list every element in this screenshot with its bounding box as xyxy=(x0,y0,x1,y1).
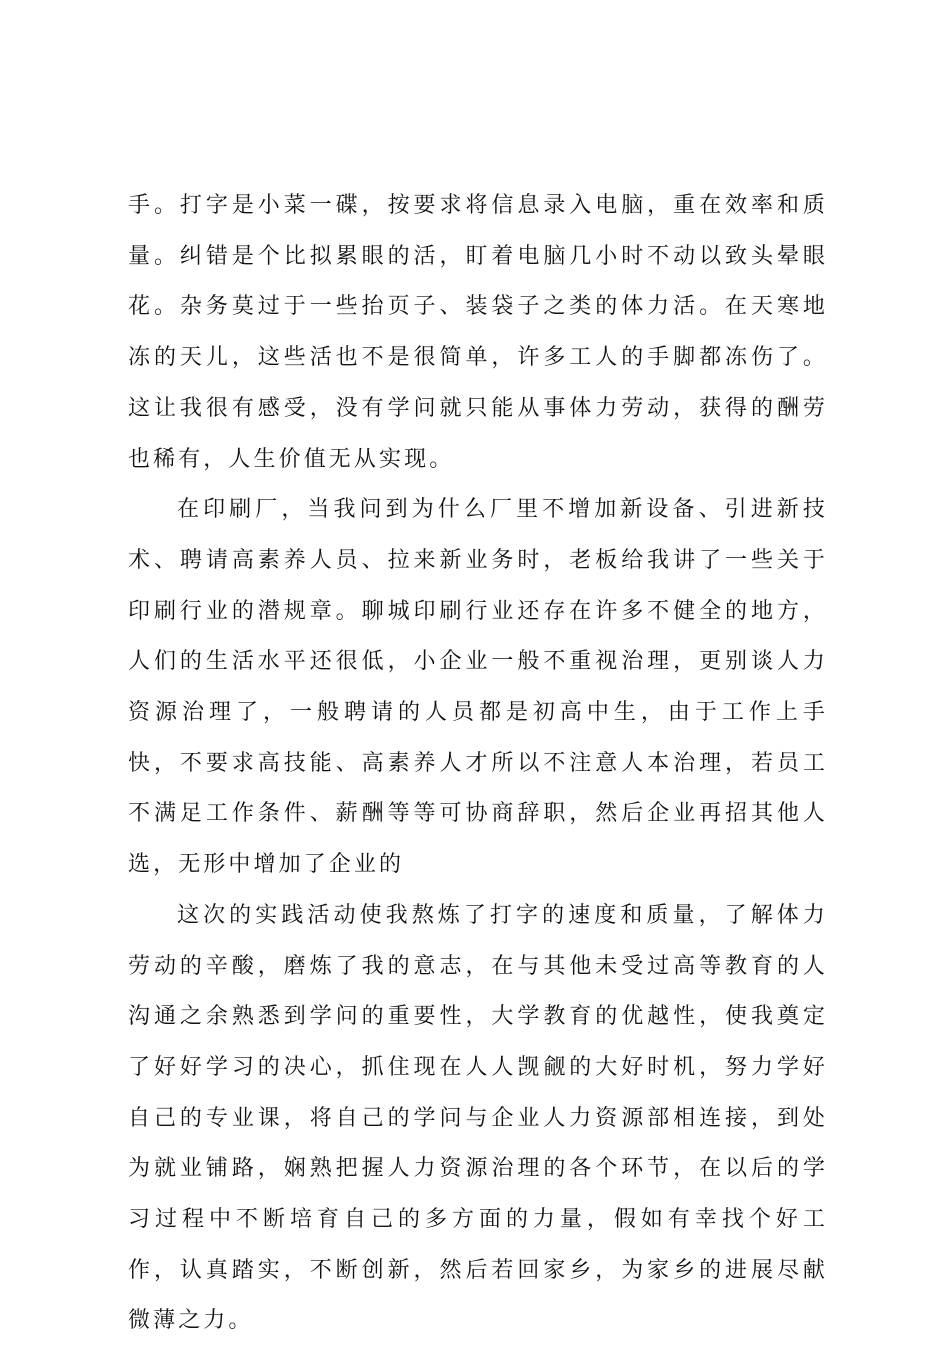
paragraph-2: 在印刷厂，当我问到为什么厂里不增加新设备、引进新技术、聘请高素养人员、拉来新业务时，老板给我讲了一些关于印刷行业的潜规章。聊城印刷行业还存在许多不健全的地方，人们的生活水平还很低，小企业一般不重视治理，更别谈人力资源治理了，一般聘请的人员都是初高中生，由于工作上手快，不要求高技能、高素养人才所以不注意人本治理，若员工不满足工作条件、薪酬等等可协商辞职，然后企业再招其他人选，无形中增加了企业的 xyxy=(128,497,828,878)
paragraph-1: 手。打字是小菜一碟，按要求将信息录入电脑，重在效率和质量。纠错是个比拟累眼的活，盯着电脑几小时不动以致头晕眼花。杂务莫过于一些抬页子、装袋子之类的体力活。在天寒地冻的天儿，这些活也不是很简单，许多工人的手脚都冻伤了。这让我很有感受，没有学问就只能从事体力劳动，获得的酬劳也稀有，人生价值无从实现。 xyxy=(128,193,828,472)
body-text xyxy=(128,181,828,1347)
paragraph-3: 这次的实践活动使我熬炼了打字的速度和质量，了解体力劳动的辛酸，磨炼了我的意志，在与其他未受过高等教育的人沟通之余熟悉到学问的重要性，大学教育的优越性，使我奠定了好好学习的决心，抓住现在人人觊觎的大好时机，努力学好自己的专业课，将自己的学问与企业人力资源部相连接，到处为就业铺路，娴熟把握人力资源治理的各个环节，在以后的学习过程中不断培育自己的多方面的力量，假如有幸找个好工作，认真踏实，不断创新，然后若回家乡，为家乡的进展尽献微薄之力。 xyxy=(128,902,828,1334)
